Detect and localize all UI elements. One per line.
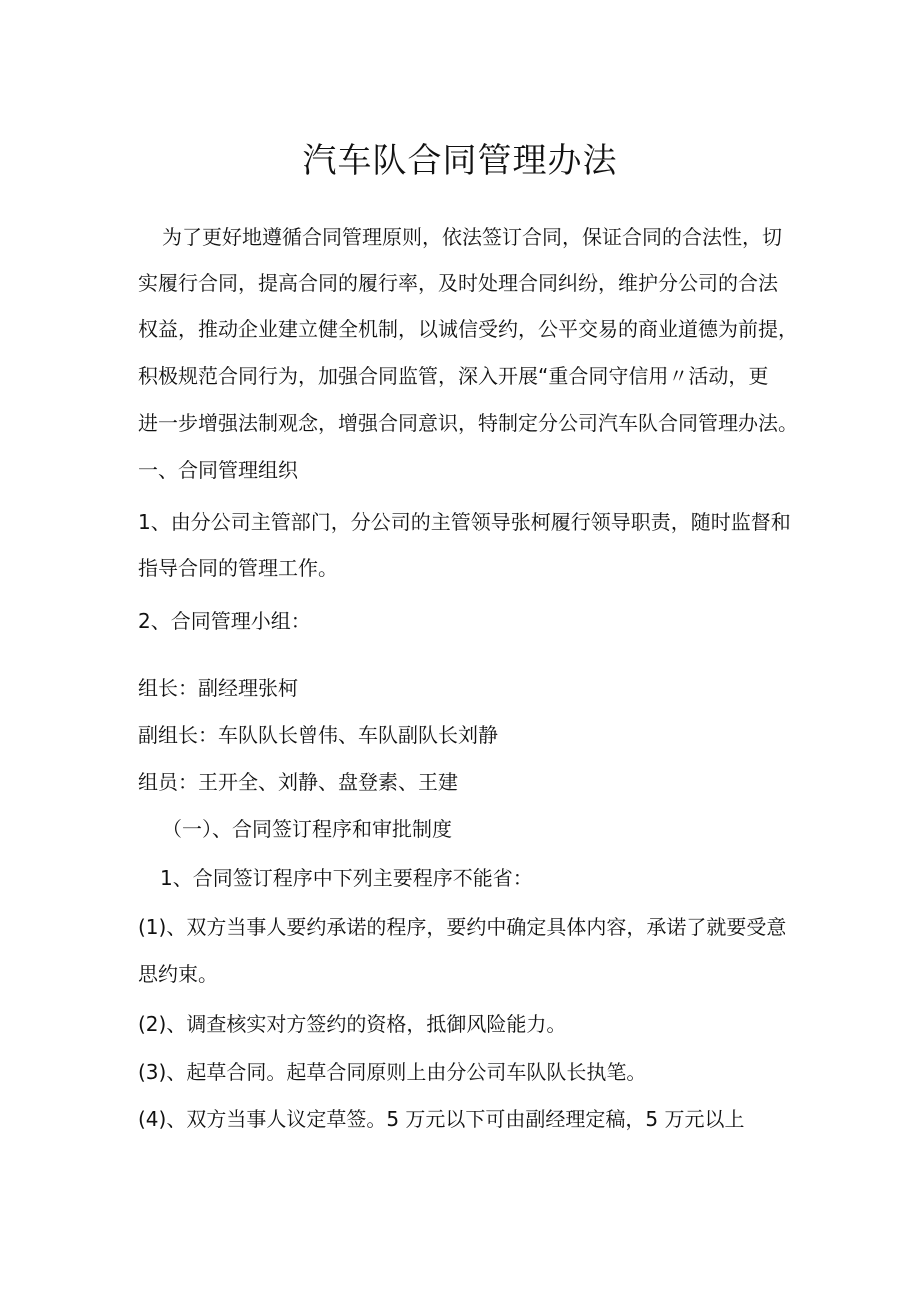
item1-line-1: 1、由分公司主管部门，分公司的主管领导张柯履行领导职责，随时监督和: [138, 510, 791, 534]
step2: (2)、调查核实对方签约的资格，抵御风险能力。: [138, 1012, 567, 1036]
step3: (3)、起草合同。起草合同原则上由分公司车队队长执笔。: [138, 1060, 647, 1084]
step1-line-1: (1)、双方当事人要约承诺的程序，要约中确定具体内容，承诺了就要受意: [138, 915, 787, 939]
step1-line-2: 思约束。: [138, 962, 218, 986]
document-title: 汽车队合同管理办法: [302, 141, 618, 181]
group-members: 组员：王开全、刘静、盘登素、王建: [138, 770, 458, 794]
item2-heading: 2、合同管理小组：: [138, 609, 311, 633]
section-heading-organization: 一、合同管理组织: [138, 458, 298, 482]
intro-line-2: 实履行合同，提高合同的履行率，及时处理合同纠纷，维护分公司的合法: [138, 271, 778, 295]
intro-line-5: 进一步增强法制观念，增强合同意识，特制定分公司汽车队合同管理办法。: [138, 411, 798, 435]
intro-line-4: 积极规范合同行为，加强合同监管，深入开展“重合同守信用〃活动，更: [138, 364, 769, 388]
intro-line-3: 权益，推动企业建立健全机制，以诚信受约，公平交易的商业道德为前提，: [138, 317, 798, 341]
subsection-heading: （一）、合同签订程序和审批制度: [162, 817, 452, 841]
intro-line-1: 为了更好地遵循合同管理原则，依法签订合同，保证合同的合法性，切: [162, 225, 782, 249]
step4: (4)、双方当事人议定草签。5 万元以下可由副经理定稿，5 万元以上: [138, 1107, 745, 1131]
item1-line-2: 指导合同的管理工作。: [138, 556, 338, 580]
subitem1-heading: 1、合同签订程序中下列主要程序不能省：: [160, 866, 533, 890]
group-leader: 组长：副经理张柯: [138, 676, 298, 700]
deputy-leader: 副组长：车队队长曾伟、车队副队长刘静: [138, 723, 498, 747]
